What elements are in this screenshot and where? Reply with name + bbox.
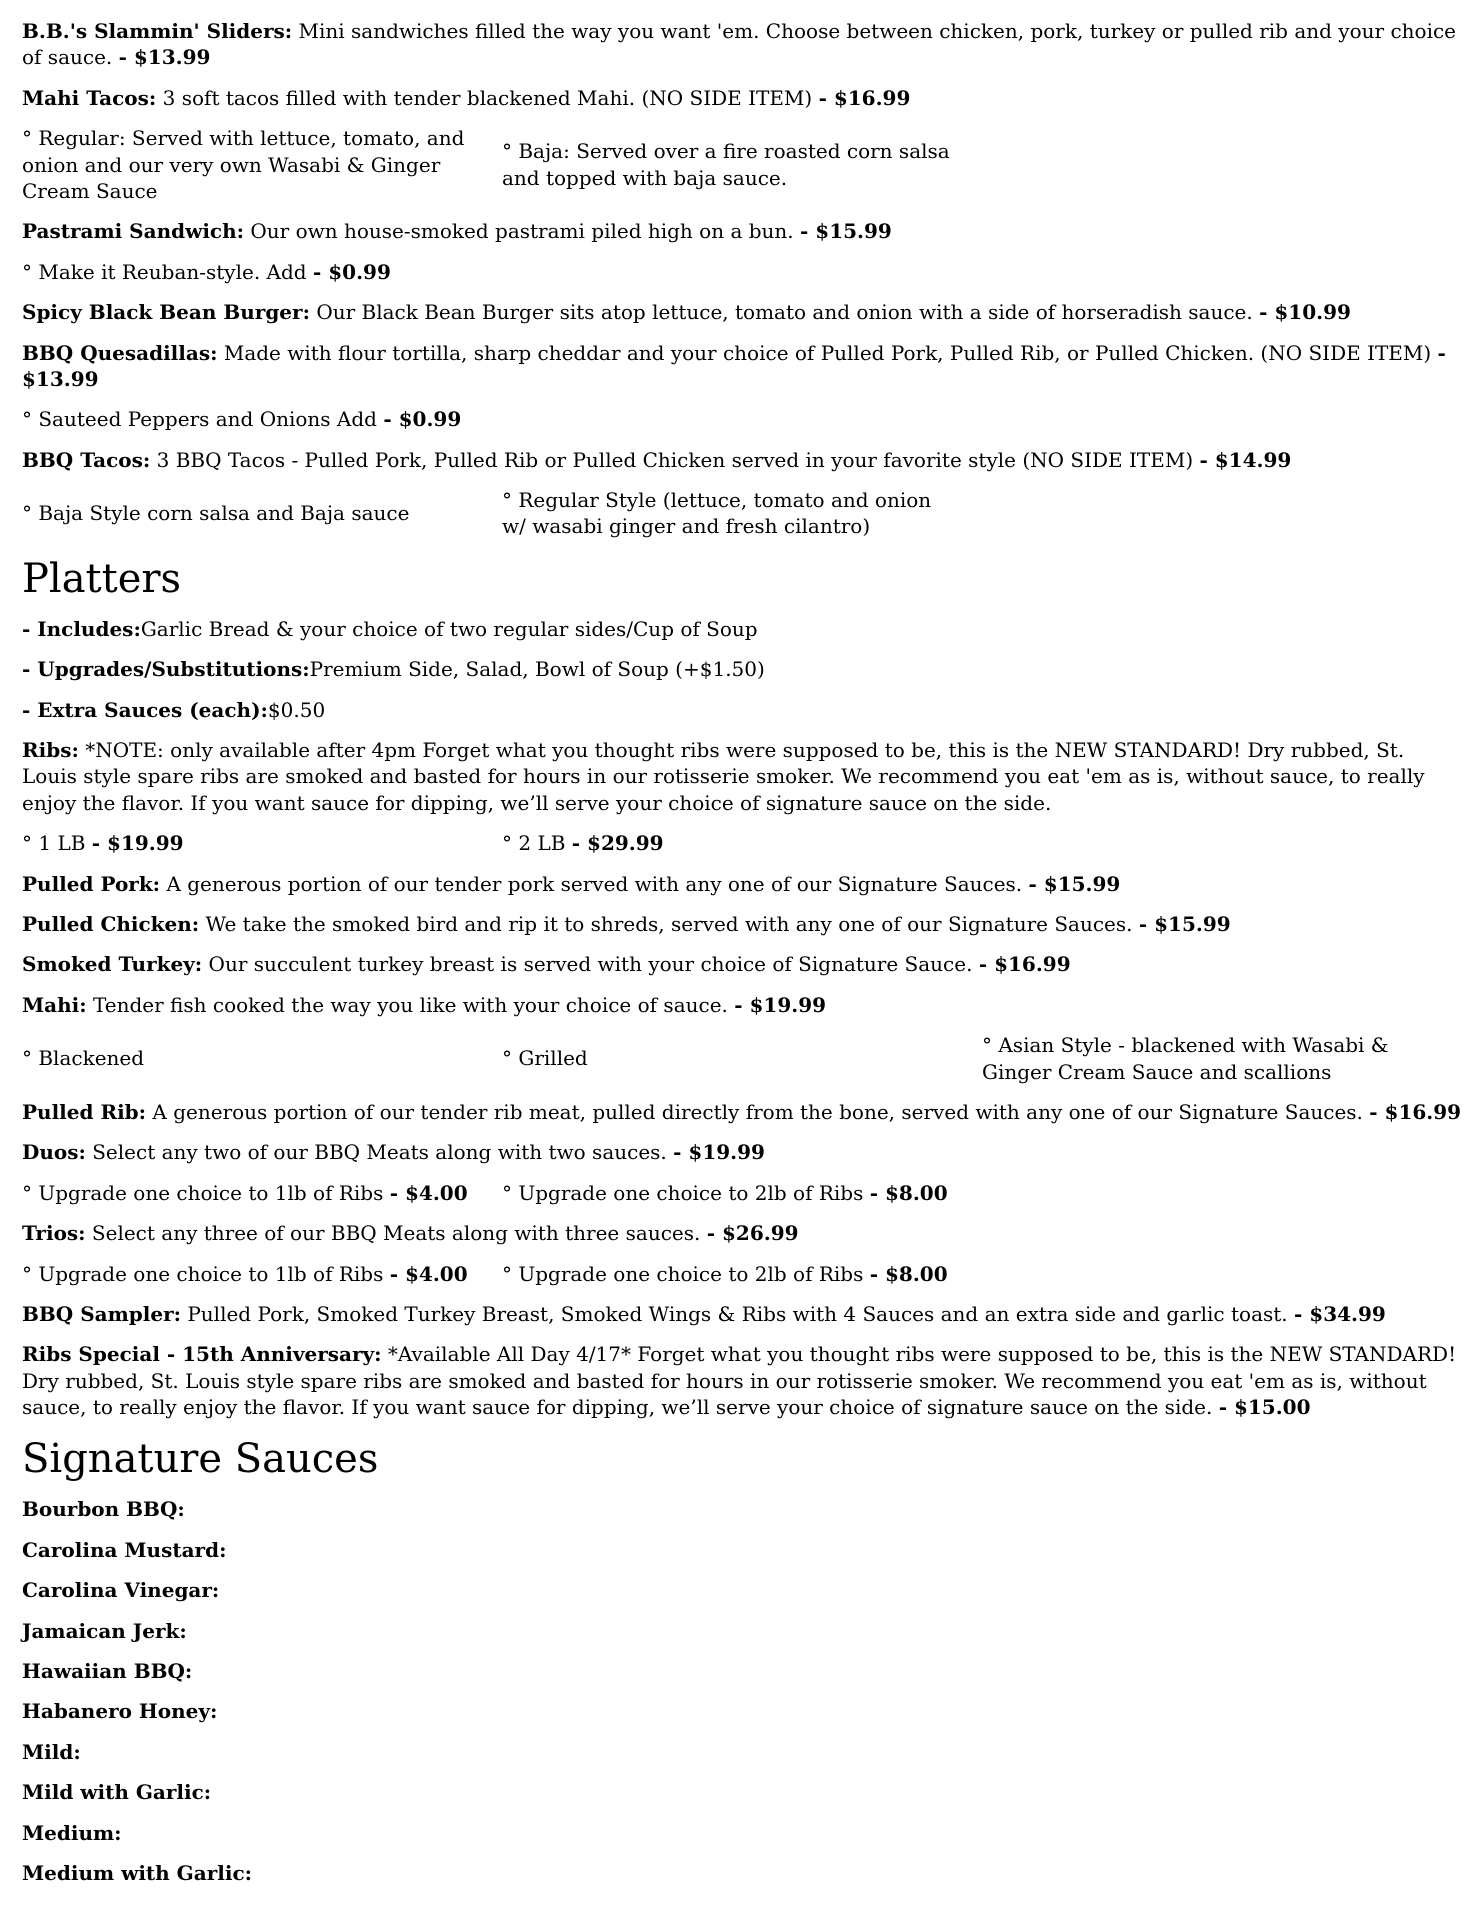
item-price: - $26.99: [706, 1221, 799, 1246]
item-name: Carolina Mustard:: [22, 1537, 227, 1562]
item-price: - $16.99: [1369, 1099, 1462, 1124]
item-name: Mild with Garlic:: [22, 1780, 212, 1805]
item-price: - $13.99: [22, 340, 1446, 391]
options-row: [22, 1261, 1462, 1287]
item-desc: Tender fish cooked the way you like with your choice of sauce.: [92, 992, 728, 1017]
item-price: - $16.99: [978, 952, 1071, 977]
menu-item: [22, 1779, 1462, 1805]
item-desc: Our own house-smoked pastrami piled high on a bun.: [250, 219, 794, 244]
item-name: - Extra Sauces (each):: [22, 697, 268, 722]
menu-item: [22, 951, 1462, 977]
menu-item: [22, 1537, 1462, 1563]
option-text: ° Make it Reuban-style. Add: [22, 259, 307, 284]
item-name: Medium:: [22, 1820, 122, 1845]
item-price: - $34.99: [1294, 1301, 1386, 1326]
item-price: - $19.99: [673, 1140, 765, 1165]
option-price: - $4.00: [389, 1261, 468, 1286]
menu-item: [22, 1139, 1462, 1165]
item-name: Jamaican Jerk:: [22, 1618, 187, 1643]
item-desc: Our succulent turkey breast is served with your choice of Signature Sauce.: [208, 952, 973, 977]
menu-item: [22, 1099, 1462, 1125]
item-desc: *NOTE: only available after 4pm Forget what you thought ribs were supposed to be, this is the NEW STANDARD! Dry rubbed, St. Louis style spare ribs are smoked and basted for hours in our rotisserie smoker. We recommend you eat 'em as is, without sauce, to really enjoy the flavor. If you want sauce for dipping, we’ll serve your choice of signature sauce on the side.: [22, 738, 1425, 815]
options-row: [22, 259, 1462, 285]
menu-item: [22, 218, 1462, 244]
option-item: [22, 1180, 502, 1206]
option-item: [22, 406, 502, 432]
item-desc: Pulled Pork, Smoked Turkey Breast, Smoked Wings & Ribs with 4 Sauces and an extra side and garlic toast.: [187, 1301, 1288, 1326]
menu-item: [22, 1220, 1462, 1246]
option-price: - $8.00: [869, 1180, 948, 1205]
menu-item: [22, 1301, 1462, 1327]
options-row: [22, 125, 1462, 204]
menu-item: [22, 1658, 1462, 1684]
item-name: BBQ Tacos:: [22, 447, 151, 472]
menu-item: [22, 697, 1462, 723]
option-price: - $29.99: [571, 831, 664, 856]
menu-item: [22, 1496, 1462, 1522]
item-name: Mild:: [22, 1739, 81, 1764]
section-heading: Platters: [22, 555, 182, 602]
options-row: [22, 830, 1462, 856]
option-price: - $19.99: [91, 831, 184, 856]
item-desc: $0.50: [267, 697, 326, 722]
option-text: ° Upgrade one choice to 2lb of Ribs: [502, 1261, 864, 1286]
menu-item: [22, 18, 1462, 71]
option-item: [22, 125, 502, 204]
item-name: - Upgrades/Substitutions:: [22, 657, 310, 682]
item-desc: Our Black Bean Burger sits atop lettuce, tomato and onion with a side of horseradish sauce.: [316, 300, 1253, 325]
item-price: - $15.99: [800, 219, 892, 244]
item-name: - Includes:: [22, 616, 141, 641]
options-row: [22, 1180, 1462, 1206]
item-desc: A generous portion of our tender rib meat, pulled directly from the bone, served with any one of our Signature Sauces.: [152, 1099, 1363, 1124]
item-desc: Made with flour tortilla, sharp cheddar and your choice of Pulled Pork, Pulled Rib, or Pulled Chicken. (NO SIDE ITEM): [223, 340, 1432, 365]
option-text: ° Baja Style corn salsa and Baja sauce: [22, 501, 410, 526]
item-price: - $15.00: [1218, 1395, 1311, 1420]
option-text: ° Blackened: [22, 1046, 145, 1071]
item-price: - $16.99: [818, 85, 911, 110]
item-desc: A generous portion of our tender pork served with any one of our Signature Sauces.: [166, 871, 1023, 896]
menu-item: [22, 1577, 1462, 1603]
item-price: - $10.99: [1259, 300, 1351, 325]
item-name: Trios:: [22, 1221, 86, 1246]
option-price: - $0.99: [312, 259, 391, 284]
item-desc: Premium Side, Salad, Bowl of Soup (+$1.50): [309, 657, 765, 682]
option-item: [22, 259, 502, 285]
menu-item: [22, 616, 1462, 642]
item-name: Bourbon BBQ:: [22, 1497, 185, 1522]
item-name: Mahi:: [22, 992, 87, 1017]
menu-item: [22, 871, 1462, 897]
menu-item: [22, 1820, 1462, 1846]
menu-item: [22, 1341, 1462, 1420]
menu-item: [22, 1618, 1462, 1644]
item-desc: We take the smoked bird and rip it to shreds, served with any one of our Signature Sauces.: [205, 911, 1133, 936]
item-name: Pulled Chicken:: [22, 911, 200, 936]
option-item: [22, 500, 502, 526]
item-price: - $15.99: [1138, 911, 1231, 936]
options-row: [22, 1032, 1462, 1085]
menu-item: [22, 911, 1462, 937]
option-item: [502, 830, 982, 856]
item-desc: 3 soft tacos filled with tender blackened Mahi. (NO SIDE ITEM): [162, 85, 813, 110]
option-item: [502, 138, 982, 191]
item-name: Medium with Garlic:: [22, 1860, 252, 1885]
menu-item: [22, 299, 1462, 325]
options-row: [22, 406, 1462, 432]
option-text: ° 2 LB: [502, 831, 566, 856]
item-name: Ribs:: [22, 738, 79, 763]
item-name: Hawaiian BBQ:: [22, 1659, 193, 1684]
item-price: - $14.99: [1199, 447, 1292, 472]
menu-item: [22, 447, 1462, 473]
item-desc: Select any two of our BBQ Meats along with two sauces.: [92, 1140, 667, 1165]
section-heading: Signature Sauces: [22, 1436, 379, 1483]
item-name: Mahi Tacos:: [22, 85, 157, 110]
option-price: - $0.99: [383, 407, 462, 432]
item-name: Carolina Vinegar:: [22, 1578, 220, 1603]
item-price: - $13.99: [118, 45, 211, 70]
option-item: [22, 1261, 502, 1287]
menu-item: [22, 992, 1462, 1018]
item-desc: Select any three of our BBQ Meats along with three sauces.: [91, 1221, 701, 1246]
option-item: [502, 1261, 982, 1287]
menu-item: [22, 737, 1462, 816]
option-price: - $8.00: [869, 1261, 948, 1286]
item-name: Pulled Pork:: [22, 871, 161, 896]
item-name: Ribs Special - 15th Anniversary:: [22, 1342, 382, 1367]
item-name: BBQ Quesadillas:: [22, 340, 218, 365]
option-item: [22, 830, 502, 856]
option-text: ° Upgrade one choice to 2lb of Ribs: [502, 1180, 864, 1205]
option-text: ° Asian Style - blackened with Wasabi & Ginger Cream Sauce and scallions: [982, 1033, 1389, 1084]
item-price: - $19.99: [734, 992, 827, 1017]
item-name: Habanero Honey:: [22, 1699, 218, 1724]
menu-root: [22, 18, 1462, 1886]
options-row: [22, 487, 1462, 540]
menu-item: [22, 1860, 1462, 1886]
item-desc: 3 BBQ Tacos - Pulled Pork, Pulled Rib or Pulled Chicken served in your favorite style (NO SIDE ITEM): [156, 447, 1194, 472]
item-name: Duos:: [22, 1140, 86, 1165]
option-item: [502, 487, 982, 540]
option-text: ° Regular: Served with lettuce, tomato, and onion and our very own Wasabi & Ginger Cream Sauce: [22, 126, 465, 203]
option-text: ° Grilled: [502, 1046, 588, 1071]
menu-item: [22, 1698, 1462, 1724]
menu-item: [22, 85, 1462, 111]
option-text: ° Upgrade one choice to 1lb of Ribs: [22, 1261, 384, 1286]
item-desc: Garlic Bread & your choice of two regular sides/Cup of Soup: [140, 616, 758, 641]
menu-item: [22, 1739, 1462, 1765]
option-item: [982, 1032, 1462, 1085]
item-name: Pulled Rib:: [22, 1099, 147, 1124]
option-text: ° Baja: Served over a fire roasted corn salsa and topped with baja sauce.: [502, 139, 950, 190]
menu-item: [22, 656, 1462, 682]
option-item: [502, 1045, 982, 1071]
item-desc: *Available All Day 4/17* Forget what you thought ribs were supposed to be, this is the NEW STANDARD! Dry rubbed, St. Louis style spare ribs are smoked and basted for hours in our rotisserie smoker. We recommend you eat 'em as is, without sauce, to really enjoy the flavor. If you want sauce for dipping, we’ll serve your choice of signature sauce on the side.: [22, 1342, 1457, 1420]
option-item: [22, 1045, 502, 1071]
item-desc: Mini sandwiches filled the way you want 'em. Choose between chicken, pork, turkey or pulled rib and your choice of sauce.: [22, 19, 1456, 70]
option-price: - $4.00: [389, 1180, 468, 1205]
option-text: ° Sauteed Peppers and Onions Add: [22, 407, 377, 432]
item-name: Smoked Turkey:: [22, 952, 203, 977]
menu-item: [22, 340, 1462, 393]
option-item: [502, 1180, 982, 1206]
option-text: ° 1 LB: [22, 831, 86, 856]
option-text: ° Regular Style (lettuce, tomato and onion w/ wasabi ginger and fresh cilantro): [502, 488, 932, 539]
item-name: BBQ Sampler:: [22, 1301, 181, 1326]
option-text: ° Upgrade one choice to 1lb of Ribs: [22, 1180, 384, 1205]
item-name: Spicy Black Bean Burger:: [22, 300, 310, 325]
item-name: Pastrami Sandwich:: [22, 219, 245, 244]
item-name: B.B.'s Slammin' Sliders:: [22, 19, 293, 43]
item-price: - $15.99: [1028, 871, 1121, 896]
